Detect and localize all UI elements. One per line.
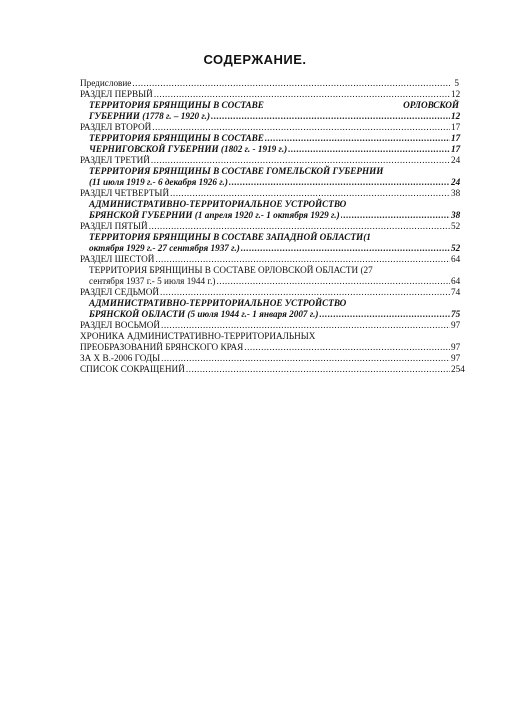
toc-entry-subtitle: ГУБЕРНИИ (1778 г. – 1920 г.) bbox=[89, 111, 211, 121]
toc-entry-orel-oblast bbox=[80, 265, 459, 287]
toc-entry-subtitle: БРЯНСКОЙ ОБЛАСТИ (5 июля 1944 г.- 1 января 2007 г.) bbox=[89, 309, 319, 319]
toc-entry-title: АДМИНИСТРАТИВНО-ТЕРРИТОРИАЛЬНОЕ УСТРОЙСТВО bbox=[89, 199, 347, 209]
leader-dots bbox=[244, 342, 450, 353]
toc-entry-western-oblast bbox=[80, 232, 459, 254]
toc-entry-subtitle: ПРЕОБРАЗОВАНИЙ БРЯНСКОГО КРАЯ bbox=[80, 342, 244, 352]
toc-page-number: 5 bbox=[454, 78, 459, 88]
toc-entry-subtitle: сентября 1937 г.- 5 июля 1944 г.) bbox=[89, 276, 216, 286]
leader-dots bbox=[155, 254, 450, 265]
leader-dots bbox=[319, 309, 450, 320]
toc-page-number: 24 bbox=[451, 155, 461, 165]
toc-entry-section-3 bbox=[80, 155, 459, 166]
toc-entry-section-6 bbox=[80, 254, 459, 265]
toc-page-number: 97 bbox=[451, 320, 461, 330]
toc-entry-subtitle: БРЯНСКОЙ ГУБЕРНИИ (1 апреля 1920 г.- 1 октября 1929 г.) bbox=[89, 210, 340, 220]
toc-page-number: 12 bbox=[451, 89, 461, 99]
toc-entry-title: РАЗДЕЛ ПЯТЫЙ bbox=[80, 221, 148, 231]
page-title: СОДЕРЖАНИЕ. bbox=[203, 52, 307, 67]
leader-dots bbox=[186, 364, 450, 375]
leader-dots bbox=[229, 177, 450, 188]
toc-page-number: 97 bbox=[451, 342, 461, 352]
toc-entry-section-7 bbox=[80, 287, 459, 298]
leader-dots bbox=[216, 276, 450, 287]
toc-entry-title: РАЗДЕЛ ВОСЬМОЙ bbox=[80, 320, 161, 330]
toc-entry-title: РАЗДЕЛ ПЕРВЫЙ bbox=[80, 89, 153, 99]
toc-entry-title: РАЗДЕЛ ВТОРОЙ bbox=[80, 122, 152, 132]
toc-entry-subtitle: октября 1929 г.- 27 сентября 1937 г.) bbox=[89, 243, 240, 253]
toc-entry-title: РАЗДЕЛ ТРЕТИЙ bbox=[80, 155, 150, 165]
leader-dots bbox=[341, 210, 450, 221]
toc-page-number: 12 bbox=[451, 111, 461, 121]
toc-entry-title: Предисловие bbox=[80, 78, 132, 88]
toc-entry-section-8 bbox=[80, 320, 459, 331]
toc-page-number: 17 bbox=[451, 122, 461, 132]
leader-dots bbox=[170, 188, 450, 199]
toc-entry-chernigov-governorate bbox=[80, 133, 459, 155]
leader-dots bbox=[161, 353, 450, 364]
toc-entry-title: ТЕРРИТОРИЯ БРЯНЩИНЫ В СОСТАВЕ bbox=[89, 133, 264, 143]
toc-page-number: 38 bbox=[451, 210, 461, 220]
toc-entry-subtitle: (11 июля 1919 г.- 6 декабря 1926 г.) bbox=[89, 177, 228, 187]
toc-entry-title: РАЗДЕЛ ЧЕТВЕРТЫЙ bbox=[80, 188, 170, 198]
toc-page-number: 64 bbox=[451, 254, 461, 264]
leader-dots bbox=[132, 78, 450, 89]
toc-page-number: 24 bbox=[451, 177, 461, 187]
leader-dots bbox=[151, 155, 450, 166]
toc-entry-section-4 bbox=[80, 188, 459, 199]
table-of-contents bbox=[80, 78, 465, 375]
toc-entry-title: ТЕРРИТОРИЯ БРЯНЩИНЫ В СОСТАВЕ bbox=[89, 100, 264, 110]
toc-page-number: 74 bbox=[451, 287, 461, 297]
toc-page-number: 52 bbox=[451, 243, 461, 253]
leader-dots bbox=[152, 122, 450, 133]
toc-page-number: 254 bbox=[451, 364, 465, 374]
toc-entry-chronicle-period bbox=[80, 353, 459, 364]
toc-page-number: 17 bbox=[451, 144, 461, 154]
toc-entry-title: СПИСОК СОКРАЩЕНИЙ bbox=[80, 364, 185, 374]
toc-entry-bryansk-governorate bbox=[80, 199, 459, 221]
leader-dots bbox=[154, 89, 450, 100]
toc-entry-title: РАЗДЕЛ ШЕСТОЙ bbox=[80, 254, 155, 264]
leader-dots bbox=[288, 144, 450, 155]
toc-page-number: 17 bbox=[451, 133, 461, 143]
leader-dots bbox=[265, 133, 450, 144]
toc-entry-title: ЗА Х В.-2006 ГОДЫ bbox=[80, 353, 161, 363]
leader-dots bbox=[161, 320, 450, 331]
leader-dots bbox=[211, 111, 450, 122]
leader-dots bbox=[241, 243, 450, 254]
toc-entry-gomel-governorate bbox=[80, 166, 459, 188]
toc-entry-title: РАЗДЕЛ СЕДЬМОЙ bbox=[80, 287, 160, 297]
toc-entry-section-1 bbox=[80, 89, 459, 100]
toc-entry-section-2 bbox=[80, 122, 459, 133]
toc-entry-title-continued: ОРЛОВСКОЙ bbox=[403, 100, 459, 110]
toc-entry-title: ТЕРРИТОРИЯ БРЯНЩИНЫ В СОСТАВЕ ОРЛОВСКОЙ ОБЛАСТИ (27 bbox=[89, 265, 373, 275]
toc-entry-title: ТЕРРИТОРИЯ БРЯНЩИНЫ В СОСТАВЕ ГОМЕЛЬСКОЙ ГУБЕРНИИ bbox=[89, 166, 384, 176]
toc-page-number: 75 bbox=[451, 309, 461, 319]
toc-entry-section-5 bbox=[80, 221, 459, 232]
toc-entry-title: АДМИНИСТРАТИВНО-ТЕРРИТОРИАЛЬНОЕ УСТРОЙСТВО bbox=[89, 298, 347, 308]
toc-page-number: 52 bbox=[451, 221, 461, 231]
toc-page-number: 38 bbox=[451, 188, 461, 198]
toc-entry-title: ТЕРРИТОРИЯ БРЯНЩИНЫ В СОСТАВЕ ЗАПАДНОЙ ОБЛАСТИ(1 bbox=[89, 232, 371, 242]
toc-entry-chronicle bbox=[80, 331, 459, 353]
toc-entry-title: ХРОНИКА АДМИНИСТРАТИВНО-ТЕРРИТОРИАЛЬНЫХ bbox=[80, 331, 316, 341]
leader-dots bbox=[160, 287, 450, 298]
toc-entry-orel-governorate bbox=[80, 100, 459, 122]
toc-entry-subtitle: ЧЕРНИГОВСКОЙ ГУБЕРНИИ (1802 г. - 1919 г.) bbox=[89, 144, 288, 154]
leader-dots bbox=[149, 221, 450, 232]
toc-entry-preface bbox=[80, 78, 459, 89]
toc-entry-abbreviations bbox=[80, 364, 465, 375]
toc-page-number: 97 bbox=[451, 353, 461, 363]
toc-entry-bryansk-oblast bbox=[80, 298, 459, 320]
toc-page-number: 64 bbox=[451, 276, 461, 286]
